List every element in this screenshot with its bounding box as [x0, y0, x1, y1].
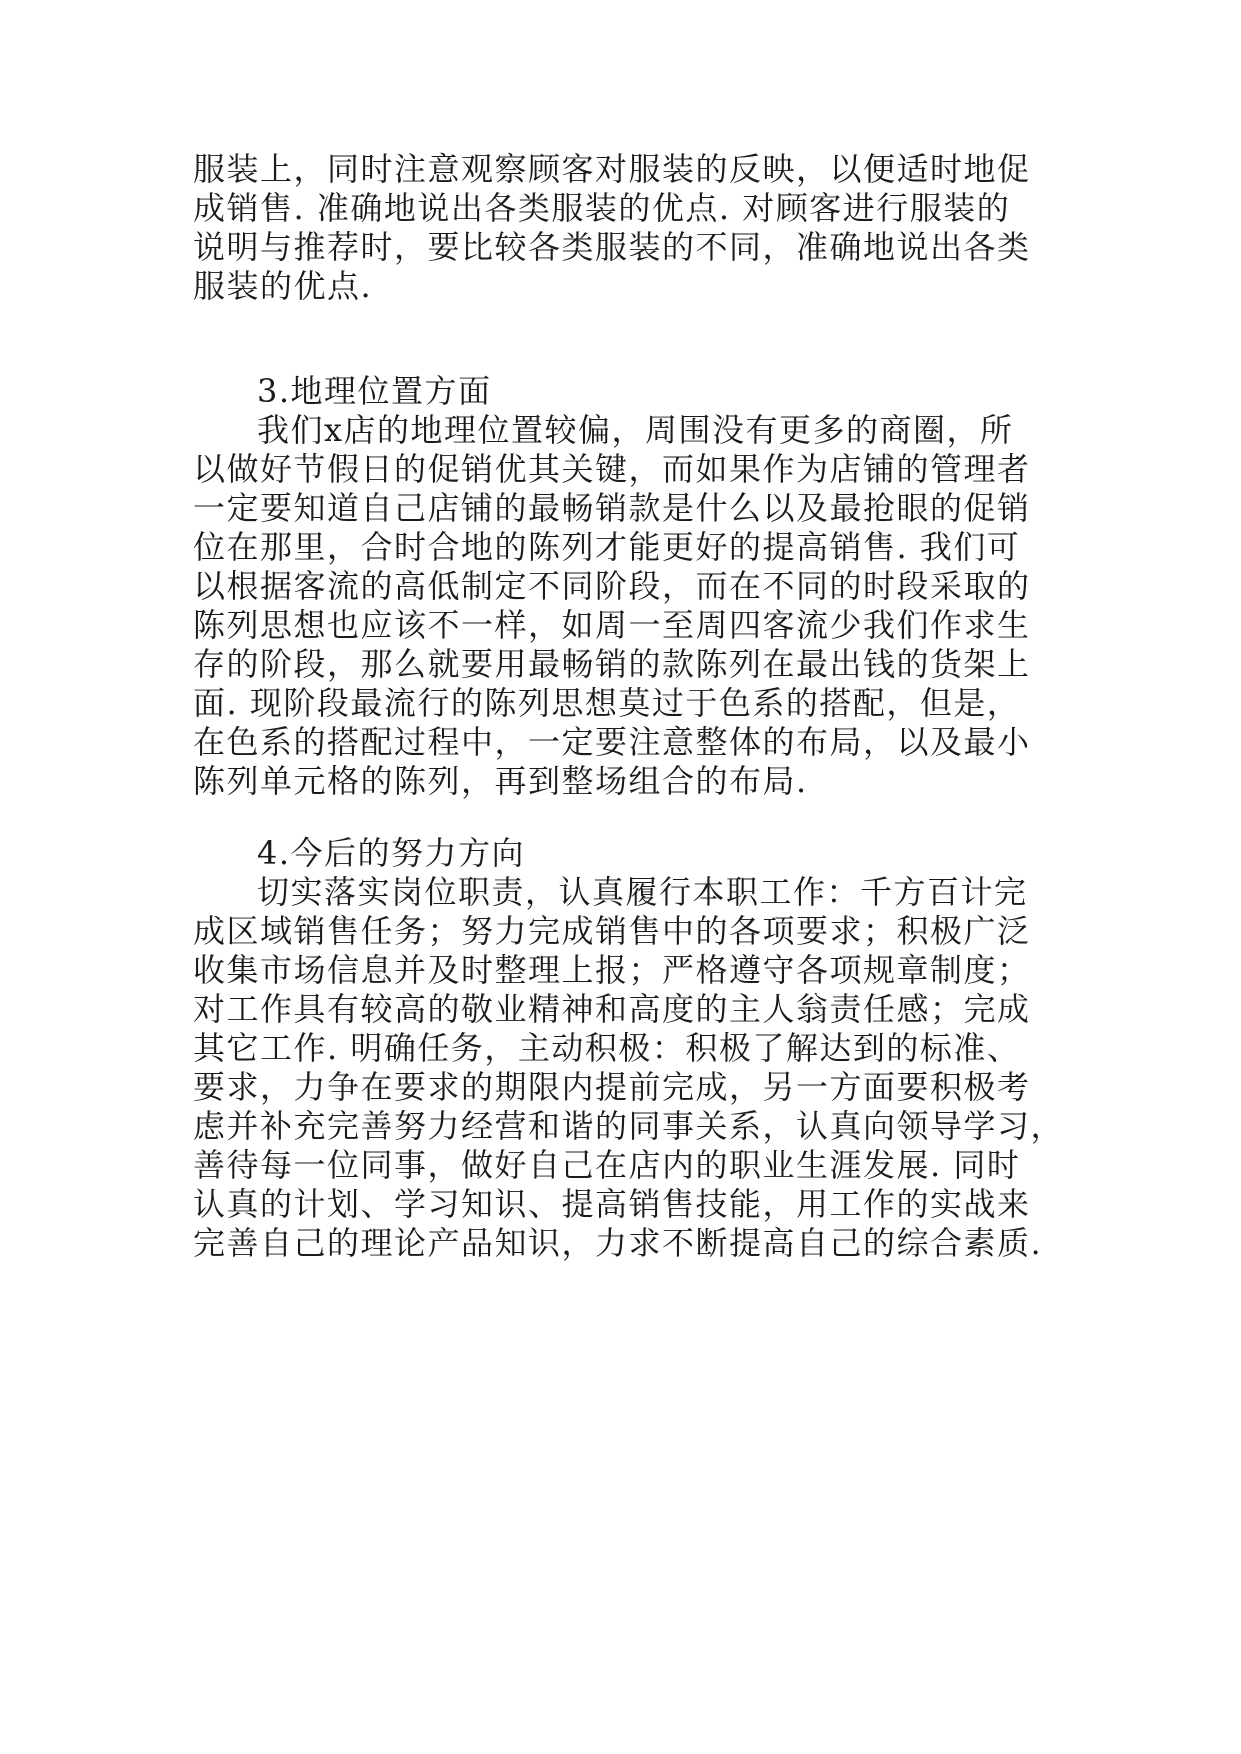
paragraph-line: 一定要知道自己店铺的最畅销款是什么以及最抢眼的促销 — [193, 489, 1031, 527]
section-heading: 3.地理位置方面 — [257, 372, 492, 410]
paragraph-line: 对工作具有较高的敬业精神和高度的主人翁责任感；完成 — [193, 990, 1031, 1028]
paragraph-line: 服装的优点. — [193, 267, 373, 305]
paragraph-line: 成区域销售任务；努力完成销售中的各项要求；积极广泛 — [193, 912, 1031, 950]
paragraph-line: 认真的计划、学习知识、提高销售技能，用工作的实战来 — [193, 1185, 1031, 1223]
paragraph-line: 要求，力争在要求的期限内提前完成，另一方面要积极考 — [193, 1068, 1031, 1106]
paragraph-line: 位在那里，合时合地的陈列才能更好的提高销售. 我们可 — [193, 528, 1021, 566]
section-heading: 4.今后的努力方向 — [257, 834, 526, 872]
paragraph-line: 善待每一位同事，做好自己在店内的职业生涯发展. 同时 — [193, 1146, 1021, 1184]
section-future-direction — [193, 834, 1065, 1263]
section-location — [193, 372, 1043, 801]
paragraph-line: 以根据客流的高低制定不同阶段，而在不同的时段采取的 — [193, 567, 1031, 605]
paragraph-line: 成销售. 准确地说出各类服装的优点. 对顾客进行服装的 — [193, 189, 1011, 227]
paragraph-line: 陈列思想也应该不一样，如周一至周四客流少我们作求生 — [193, 606, 1031, 644]
paragraph-line: 说明与推荐时，要比较各类服装的不同，准确地说出各类 — [193, 228, 1031, 266]
paragraph-service-tips — [193, 150, 1043, 306]
paragraph-line: 我们x店的地理位置较偏，周围没有更多的商圈，所 — [257, 411, 1014, 449]
paragraph-line: 在色系的搭配过程中，一定要注意整体的布局，以及最小 — [193, 723, 1031, 761]
paragraph-line: 以做好节假日的促销优其关键，而如果作为店铺的管理者 — [193, 450, 1031, 488]
paragraph-line: 虑并补充完善努力经营和谐的同事关系，认真向领导学习， — [193, 1107, 1065, 1145]
paragraph-line: 服装上，同时注意观察顾客对服装的反映，以便适时地促 — [193, 150, 1031, 188]
paragraph-line: 陈列单元格的陈列，再到整场组合的布局. — [193, 762, 808, 800]
paragraph-line: 面. 现阶段最流行的陈列思想莫过于色系的搭配，但是， — [193, 684, 1021, 722]
paragraph-line: 完善自己的理论产品知识，力求不断提高自己的综合素质. — [193, 1224, 1043, 1262]
paragraph-line: 其它工作. 明确任务，主动积极：积极了解达到的标准、 — [193, 1029, 1021, 1067]
paragraph-line: 切实落实岗位职责，认真履行本职工作：千方百计完 — [257, 873, 1028, 911]
paragraph-line: 收集市场信息并及时整理上报；严格遵守各项规章制度； — [193, 951, 1031, 989]
paragraph-line: 存的阶段，那么就要用最畅销的款陈列在最出钱的货架上 — [193, 645, 1031, 683]
